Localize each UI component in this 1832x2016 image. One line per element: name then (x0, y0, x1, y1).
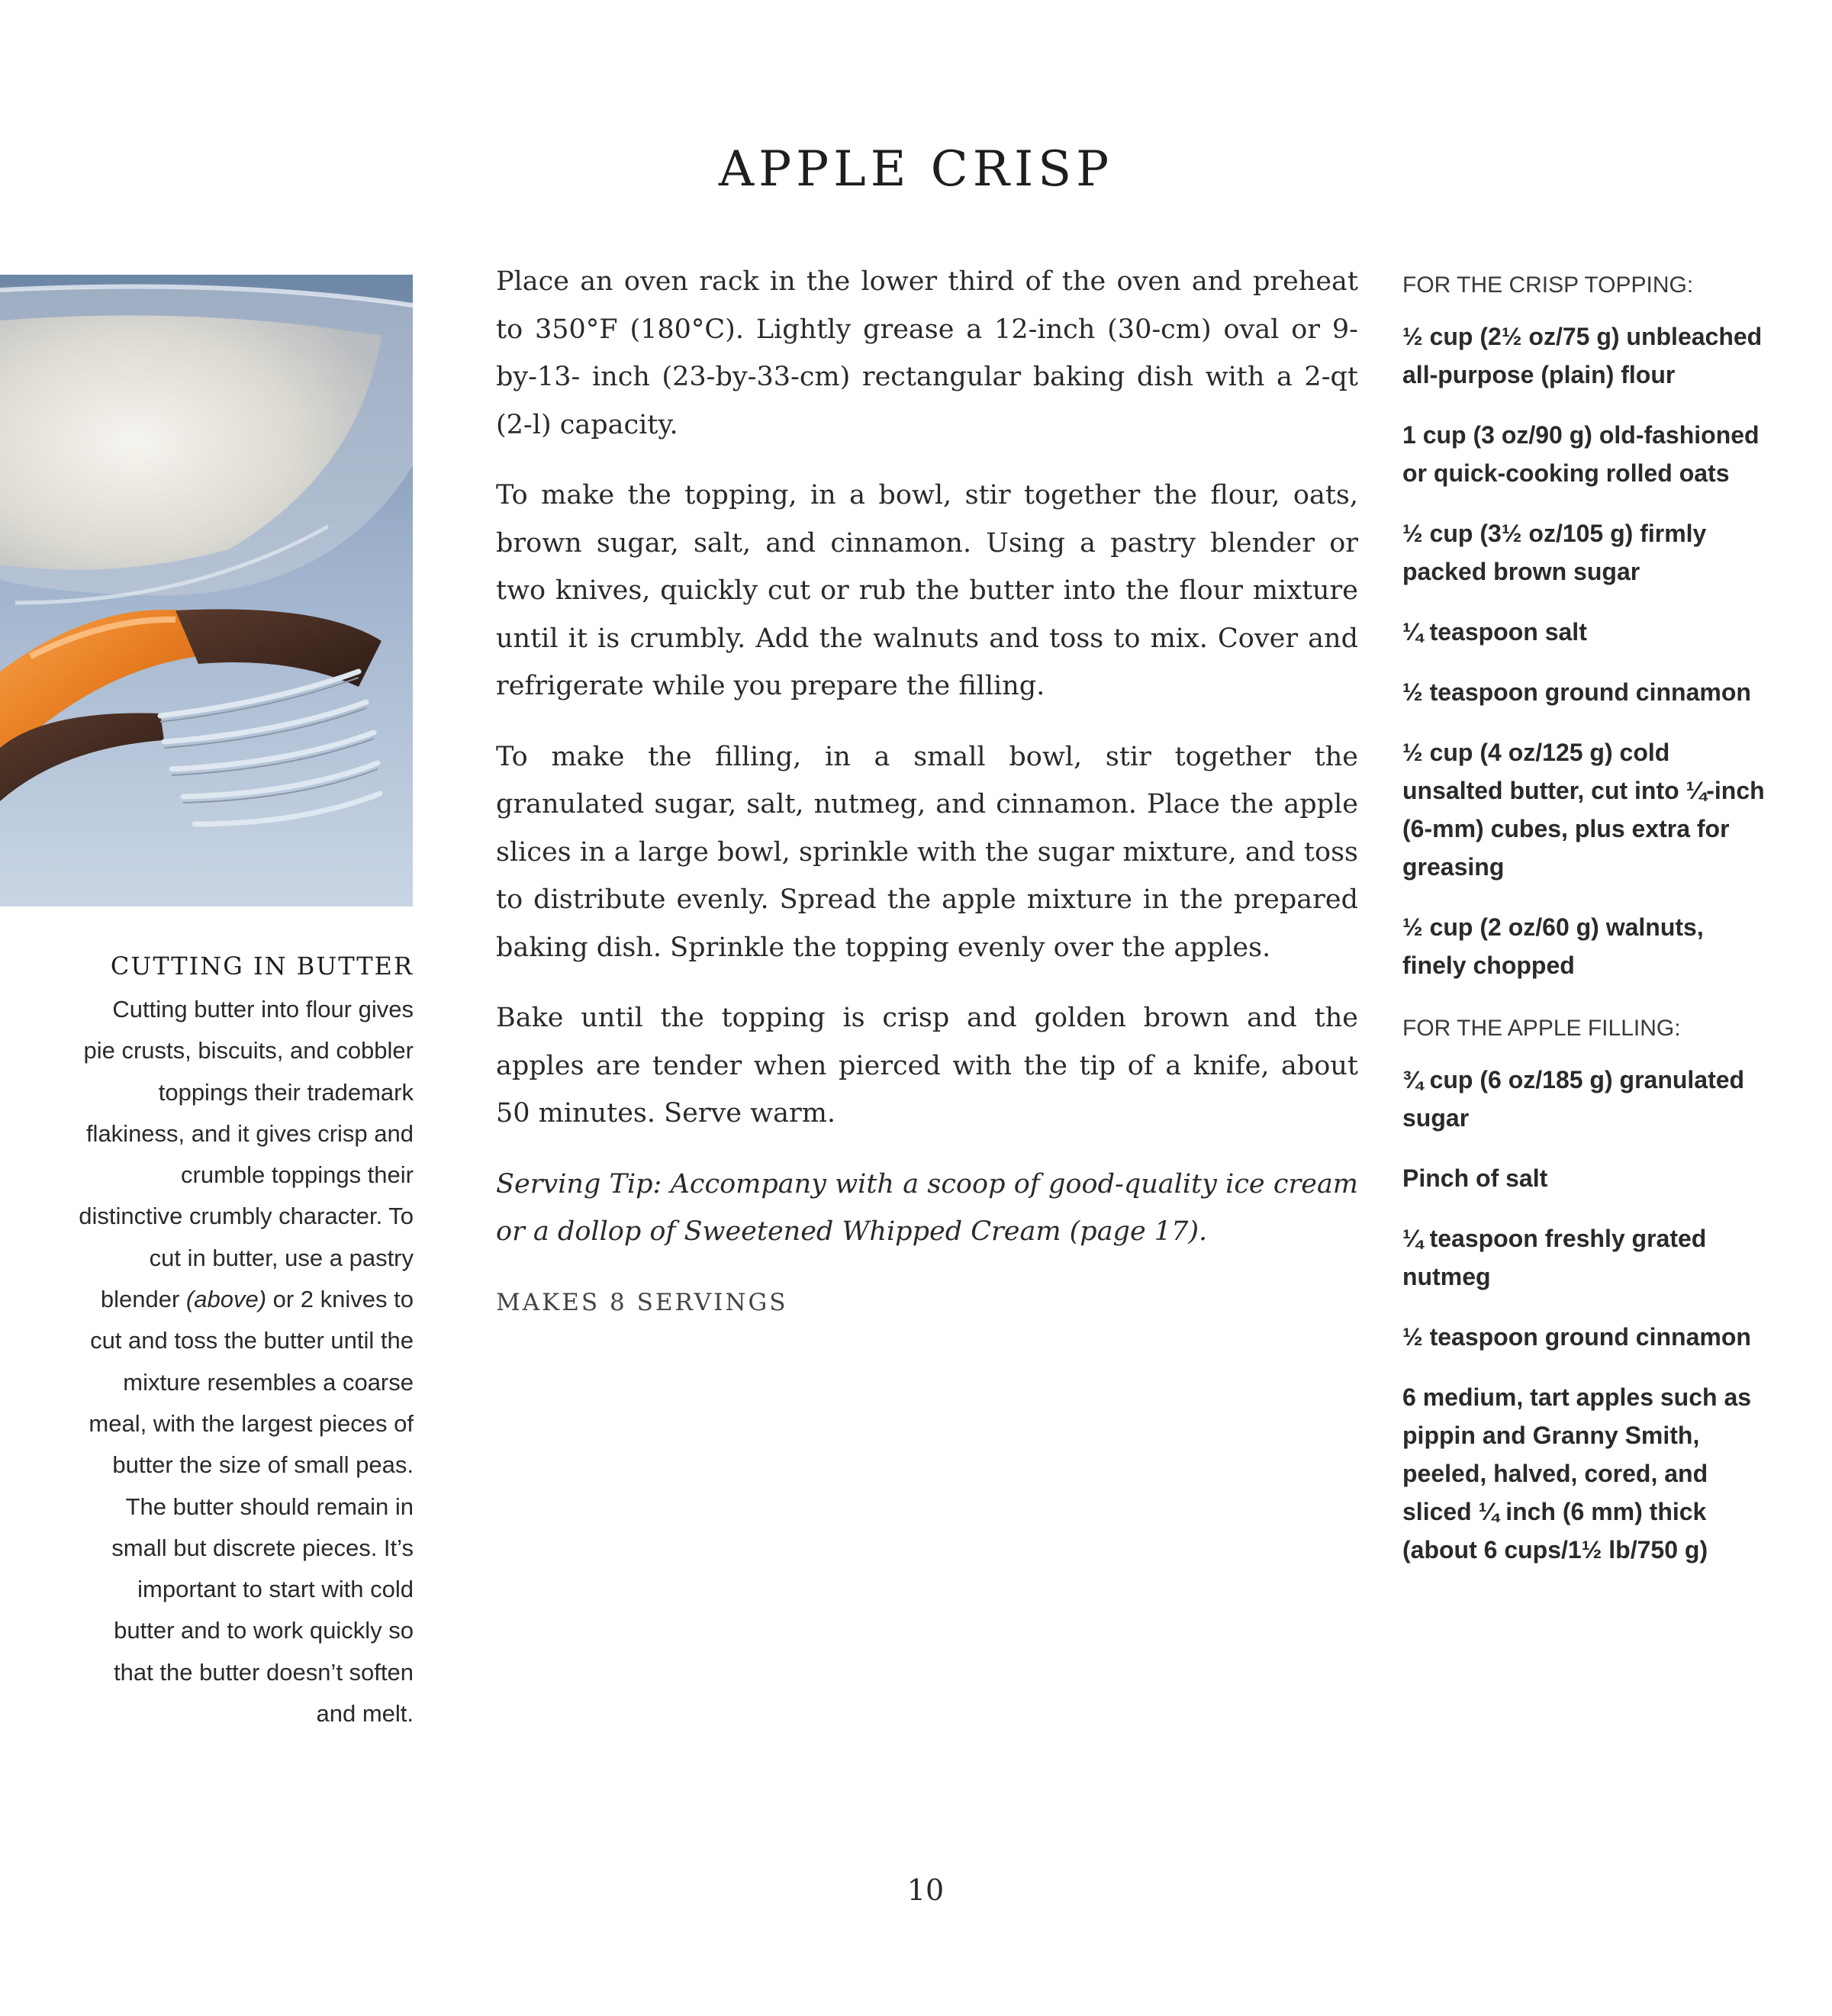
ingredient-item: ¾ cup (6 oz/185 g) granulated sugar (1402, 1066, 1745, 1132)
sidebar-text-italic: (above) (185, 1286, 267, 1313)
ingredient-item: Pinch of salt (1402, 1164, 1548, 1192)
topping-heading: FOR THE CRISP TOPPING: (1402, 272, 1694, 298)
ingredient-item: 1 cup (3 oz/90 g) old-fashioned or quick-cooking rolled oats (1402, 421, 1760, 487)
cutting-in-butter-sidebar (76, 948, 414, 1734)
pastry-blender-photo (0, 275, 413, 907)
sidebar-heading: CUTTING IN BUTTER (110, 952, 414, 981)
ingredients-list (1402, 269, 1769, 1591)
ingredient-item: ½ cup (2 oz/60 g) walnuts, finely chopped (1402, 913, 1704, 979)
instruction-paragraph: To make the filling, in a small bowl, stir together the granulated sugar, salt, nutmeg, and cinnamon. Place the apple slices in a large bowl, sprinkle with the sugar mixture, and toss to distribute evenly. Spread the apple mixture in the prepared baking dish. Sprinkle the topping evenly over the apples. (496, 741, 1358, 963)
page-number: 10 (906, 1873, 945, 1907)
instruction-paragraph: Place an oven rack in the lower third of the oven and preheat to 350°F (180°C). Lightly grease a 12-inch (30-cm) oval or 9-by-13- inch (23-by-33-cm) rectangular baking dish with a 2-qt (2-l) capacity. (496, 266, 1358, 440)
recipe-yield: MAKES 8 SERVINGS (496, 1288, 788, 1316)
ingredient-item: ½ teaspoon ground cinnamon (1402, 678, 1751, 706)
sidebar-text-part-2: or 2 knives to cut and toss the butter until the mixture resembles a coarse meal, with the largest pieces of butter the size of small peas. The butter should remain in small but discrete pieces. It’s important to start with cold butter and to work quickly so that the butter doesn’t soften and melt. (89, 1286, 414, 1728)
ingredient-item: ½ cup (3½ oz/105 g) firmly packed brown sugar (1402, 520, 1707, 585)
filling-heading: FOR THE APPLE FILLING: (1402, 1016, 1681, 1041)
pastry-blender-illustration (0, 275, 413, 907)
instruction-paragraph: Bake until the topping is crisp and golden brown and the apples are tender when pierced with the tip of a knife, about 50 minutes. Serve warm. (496, 1003, 1358, 1129)
ingredient-item: ¼ teaspoon freshly grated nutmeg (1402, 1225, 1707, 1290)
sidebar-text (76, 989, 414, 1734)
instruction-paragraph: To make the topping, in a bowl, stir together the flour, oats, brown sugar, salt, and cinnamon. Using a pastry blender or two knives, quickly cut or rub the butter into the flour mixture until it is crumbly. Add the walnuts and toss to mix. Cover and refrigerate while you prepare the filling. (496, 480, 1358, 701)
ingredient-item: ¼ teaspoon salt (1402, 618, 1587, 646)
ingredient-item: ½ cup (4 oz/125 g) cold unsalted butter, cut into ¼-inch (6-mm) cubes, plus extra for greasing (1402, 739, 1765, 881)
ingredient-item: 6 medium, tart apples such as pippin and Granny Smith, peeled, halved, cored, and sliced ¼ inch (6 mm) thick (about 6 cups/1½ lb/750 g) (1402, 1383, 1752, 1564)
recipe-instructions (496, 258, 1358, 1349)
ingredient-item: ½ cup (2½ oz/75 g) unbleached all-purpose (plain) flour (1402, 323, 1763, 388)
sidebar-text-part-1: Cutting butter into flour gives pie crusts, biscuits, and cobbler toppings their trademark flakiness, and it gives crisp and crumble toppings their distinctive crumbly character. To cut in butter, use a pastry blender (79, 996, 414, 1313)
ingredient-item: ½ teaspoon ground cinnamon (1402, 1323, 1751, 1351)
page-title: APPLE CRISP (718, 141, 1114, 198)
serving-tip: Serving Tip: Accompany with a scoop of good-quality ice cream or a dollop of Sweetened Whipped Cream (page 17). (496, 1168, 1358, 1247)
